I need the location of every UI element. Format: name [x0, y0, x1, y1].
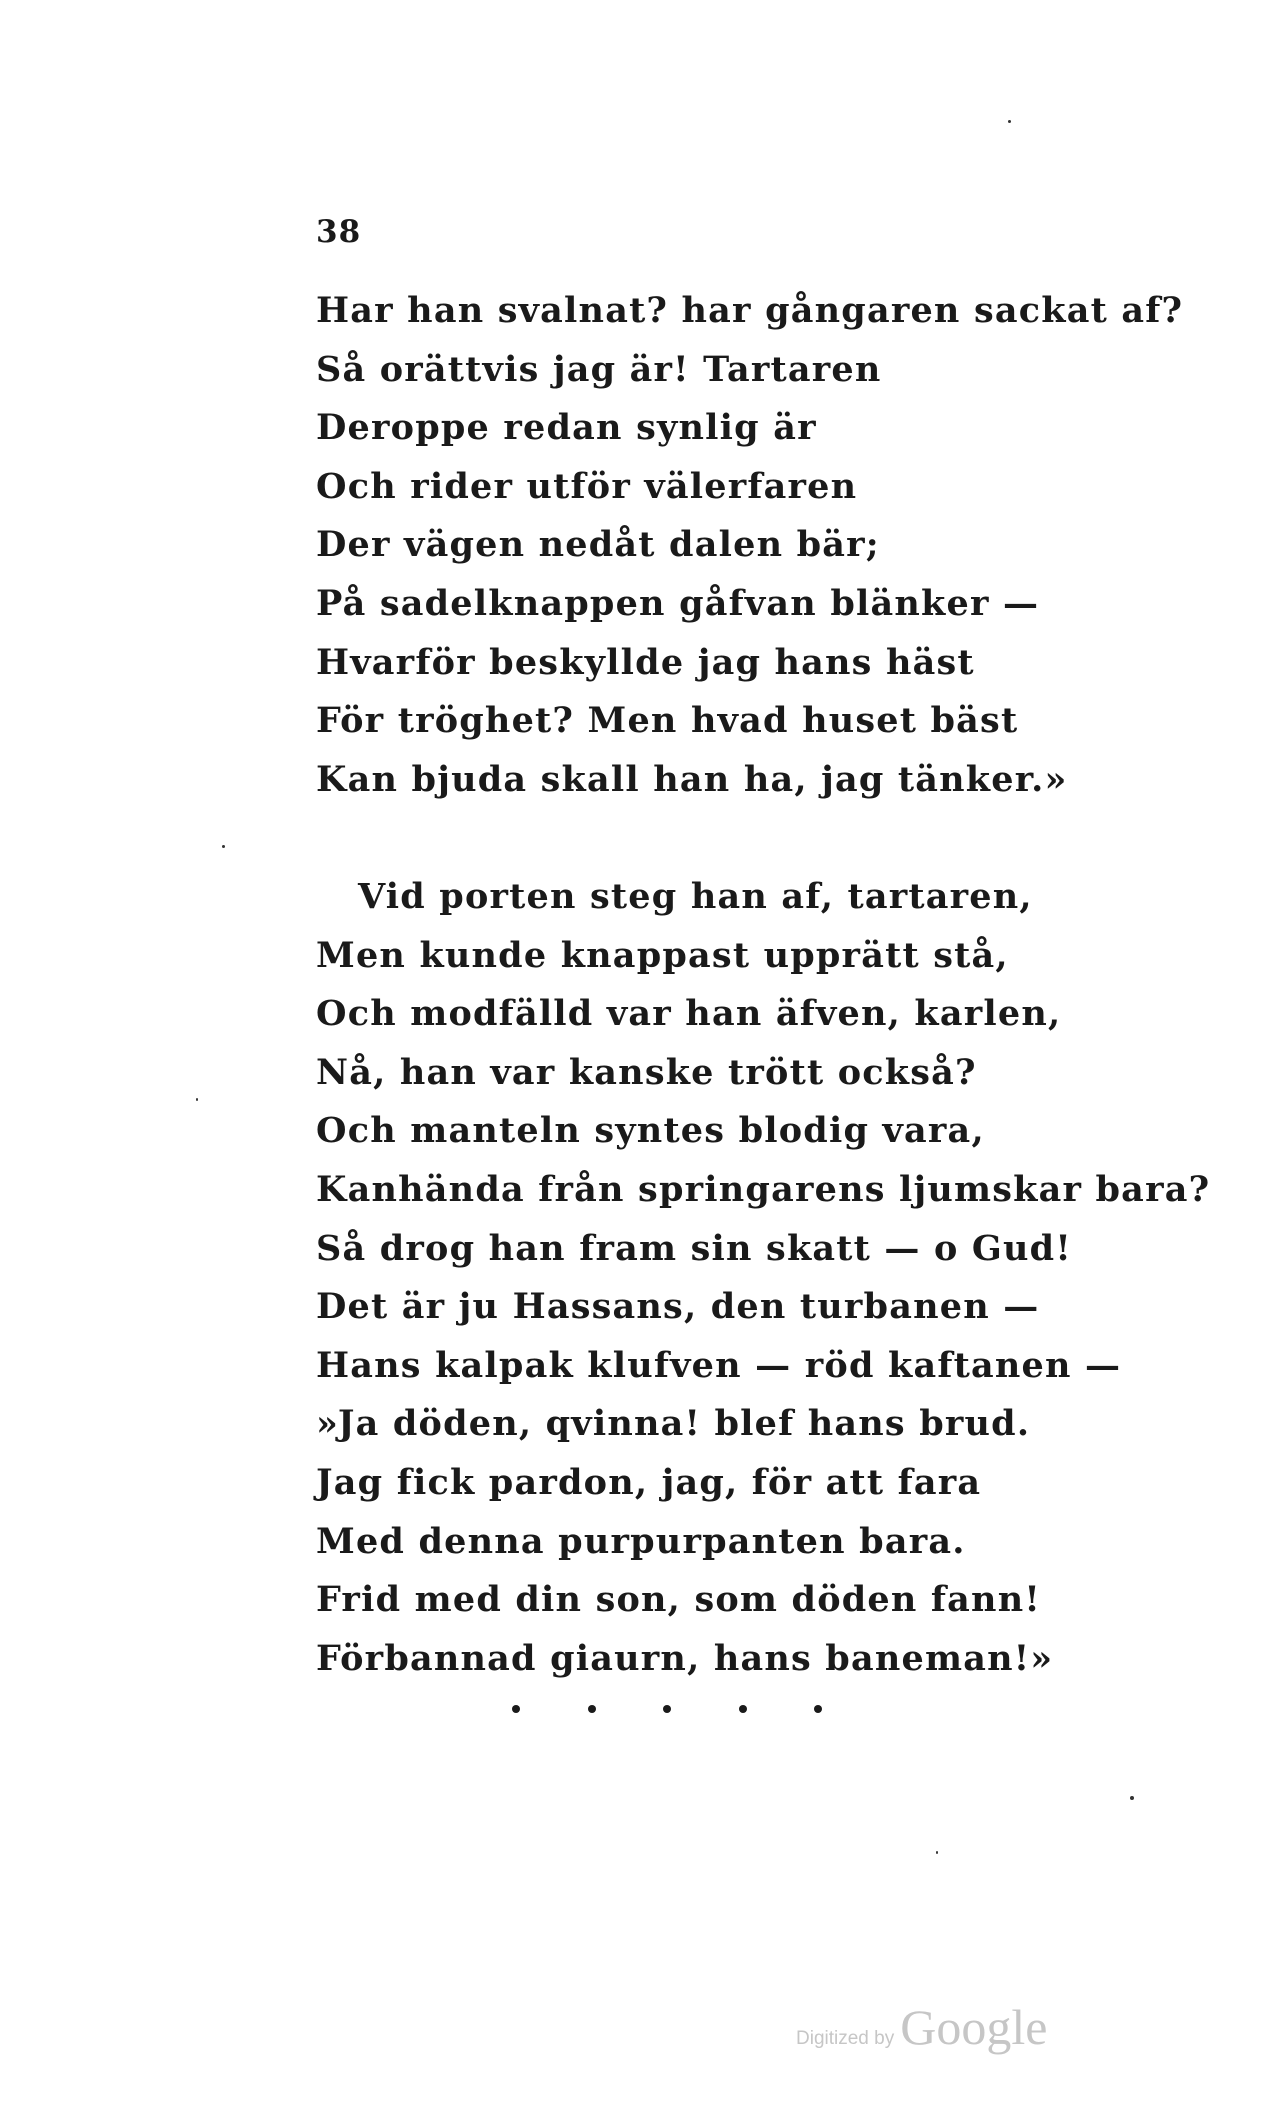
scan-speck [196, 1098, 198, 1101]
asterism-dot [739, 1705, 747, 1713]
scan-speck [222, 845, 225, 848]
verse-line: Der vägen nedåt dalen bär; [316, 524, 880, 566]
page-number: 38 [316, 214, 362, 250]
scan-speck [1130, 1796, 1134, 1800]
verse-line: Så drog han fram sin skatt — o Gud! [316, 1227, 1072, 1269]
verse-line: Kan bjuda skall han ha, jag tänker.» [316, 758, 1068, 800]
verse-line: Vid porten steg han af, tartaren, [358, 876, 1033, 917]
verse-line: Hvarför beskyllde jag hans häst [316, 641, 975, 683]
watermark-digitized-text: Digitized by [796, 2028, 895, 2049]
verse-line: Frid med din son, som döden fann! [316, 1579, 1041, 1621]
verse-line: Deroppe redan synlig är [316, 407, 817, 449]
verse-line: Kanhända från springarens ljumskar bara? [316, 1168, 1211, 1210]
verse-line: För tröghet? Men hvad huset bäst [316, 700, 1019, 742]
verse-line: Så orättvis jag är! Tartaren [316, 348, 882, 390]
asterism-dot [814, 1705, 822, 1713]
scan-speck [936, 1851, 938, 1854]
verse-line: Förbannad giaurn, hans baneman!» [316, 1637, 1054, 1679]
stanza-2 [316, 868, 1210, 1688]
verse-line: »Ja döden, qvinna! blef hans brud. [316, 1403, 1031, 1445]
scan-speck [1008, 120, 1011, 123]
verse-line: Nå, han var kanske trött också? [316, 1051, 977, 1093]
verse-line: Har han svalnat? har gångaren sackat af? [316, 290, 1184, 331]
verse-line: Jag fick pardon, jag, för att fara [316, 1461, 982, 1503]
asterism-dot [512, 1705, 520, 1713]
watermark-brand-logo: Google [900, 1999, 1048, 2055]
verse-line: Det är ju Hassans, den turbanen — [316, 1286, 1040, 1328]
section-break [512, 1705, 822, 1713]
asterism-dot [588, 1705, 596, 1713]
stanza-1 [316, 282, 1183, 809]
verse-line: Med denna purpurpanten bara. [316, 1520, 966, 1562]
verse-line: Men kunde knappast upprätt stå, [316, 934, 1009, 976]
verse-line: Och rider utför välerfaren [316, 465, 858, 507]
verse-line: Och manteln syntes blodig vara, [316, 1110, 985, 1152]
asterism-dot [663, 1705, 671, 1713]
verse-line: Hans kalpak klufven — röd kaftanen — [316, 1344, 1122, 1386]
verse-line: På sadelknappen gåfvan blänker — [316, 582, 1040, 624]
digitized-watermark [796, 1998, 1047, 2056]
verse-line: Och modfälld var han äfven, karlen, [316, 993, 1062, 1035]
